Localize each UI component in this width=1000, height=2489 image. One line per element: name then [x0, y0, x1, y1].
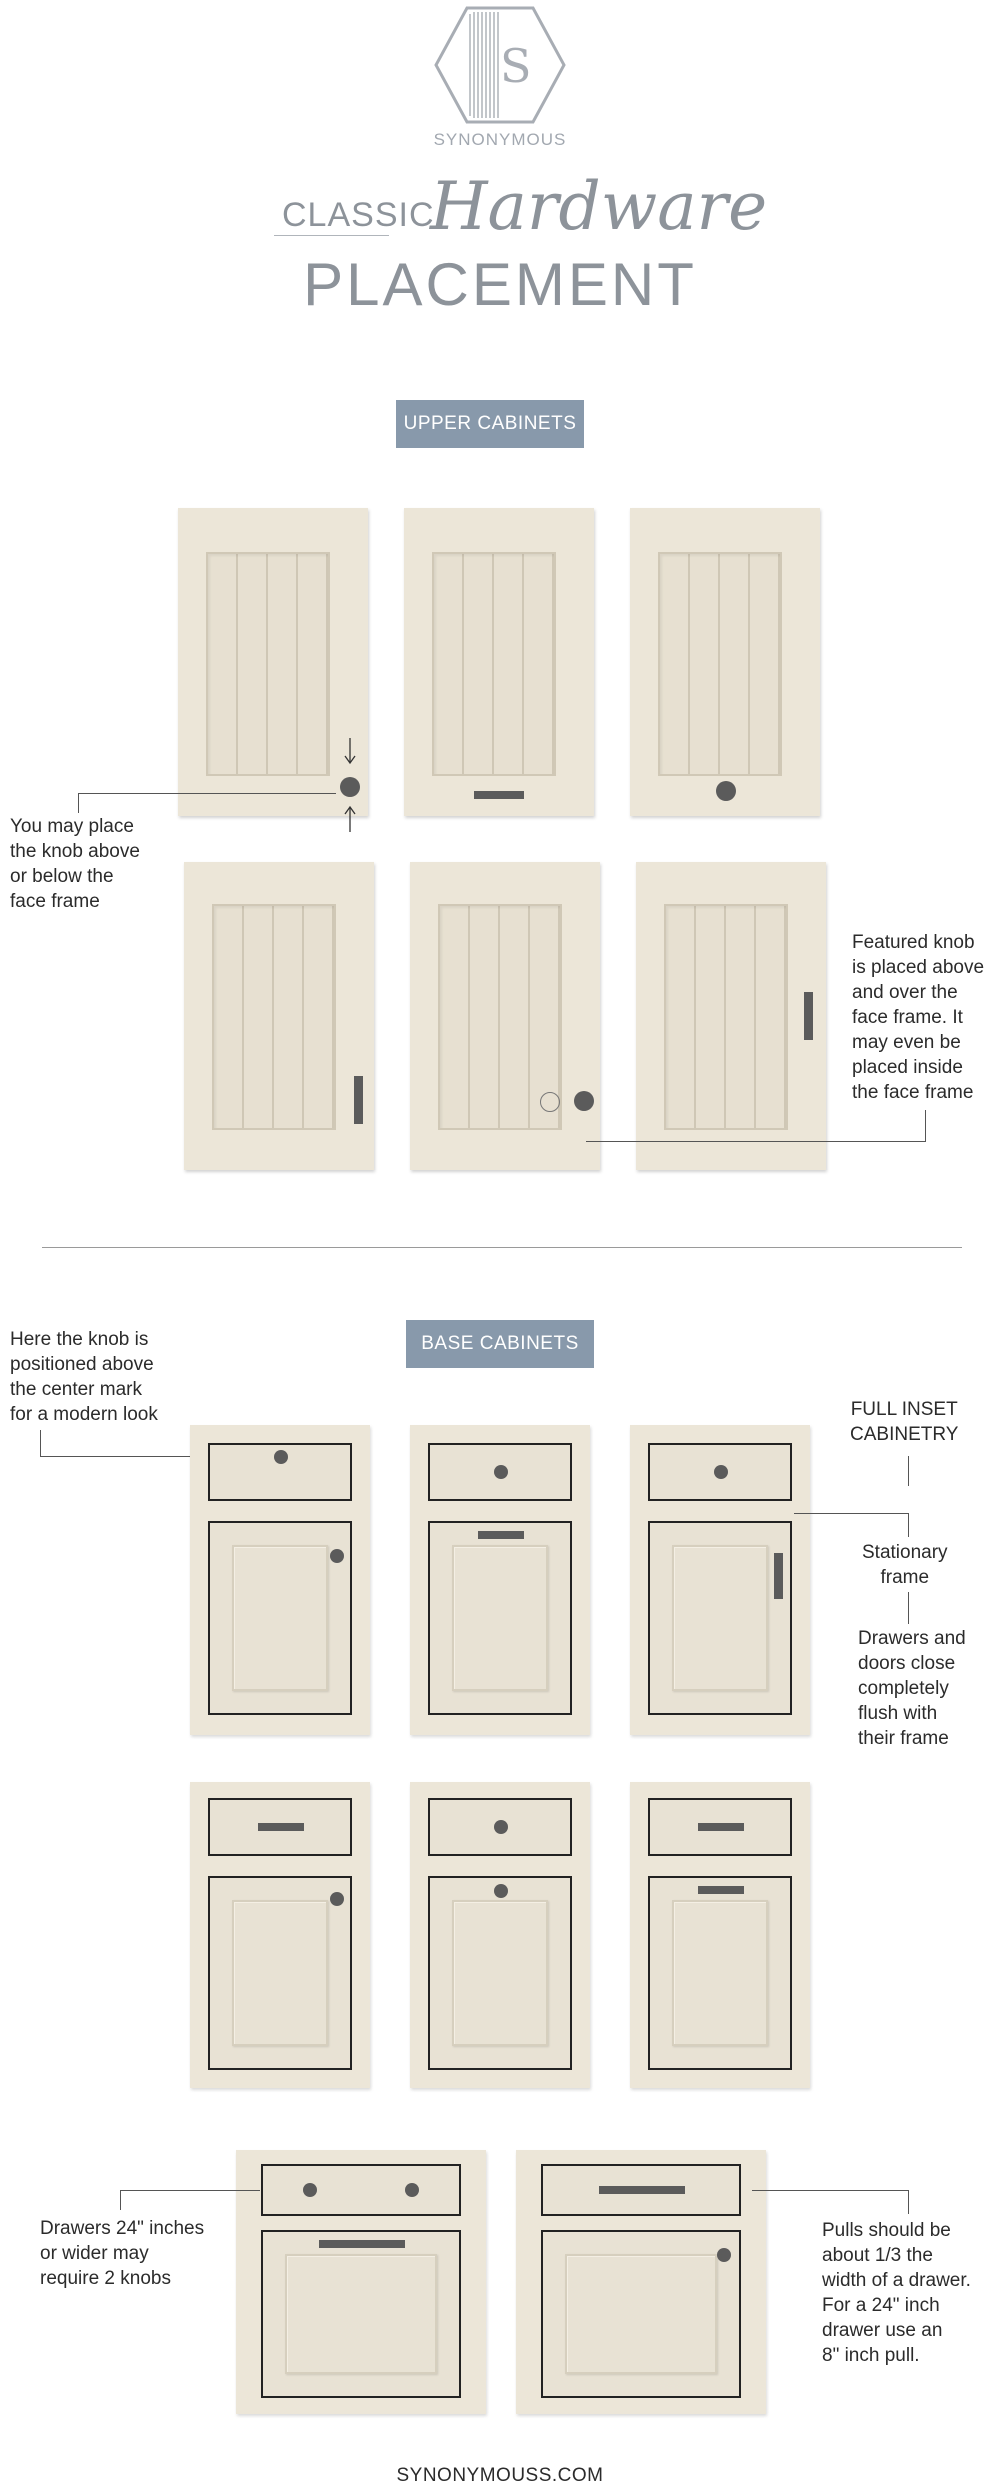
leader-line	[40, 1430, 41, 1456]
drawer	[648, 1443, 792, 1501]
upper-door-5	[410, 862, 600, 1170]
leader-line	[40, 1456, 204, 1457]
leader-line	[752, 2190, 908, 2191]
cabinet-door	[208, 1521, 352, 1715]
base-cabinet-6	[630, 1782, 810, 2088]
pull-handle	[599, 2186, 685, 2194]
drawer	[428, 1443, 572, 1501]
knob	[405, 2183, 419, 2197]
cabinet-door	[648, 1521, 792, 1715]
pull-handle	[478, 1531, 524, 1539]
pull-handle	[698, 1823, 744, 1831]
cabinet-door	[208, 1876, 352, 2070]
brand-name: SYNONYMOUS	[433, 130, 567, 149]
drawer	[541, 2164, 741, 2216]
pull-handle	[698, 1886, 744, 1894]
raised-panel	[672, 1545, 768, 1691]
pull-handle	[474, 791, 524, 799]
knob	[716, 781, 736, 801]
knob	[494, 1820, 508, 1834]
door-panel	[206, 552, 330, 776]
note-stationary-frame: Stationary frame	[862, 1542, 948, 1588]
knob-arrows-icon	[340, 736, 360, 836]
door-panel	[658, 552, 782, 776]
cabinet-door	[428, 1876, 572, 2070]
knob	[494, 1465, 508, 1479]
leader-line	[908, 1592, 909, 1624]
raised-panel	[232, 1900, 328, 2046]
base-cabinet-4	[190, 1782, 370, 2088]
drawer	[208, 1798, 352, 1856]
alternate-knob-position	[540, 1092, 560, 1112]
note-featured-knob: Featured knob is placed above and over the face frame. It may even be placed inside the face frame	[852, 932, 985, 1103]
knob	[274, 1450, 288, 1464]
section-divider	[42, 1247, 962, 1248]
title-classic: CLASSIC	[282, 196, 435, 234]
note-flush: Drawers and doors close completely flush with their frame	[858, 1628, 966, 1749]
note-pull-width: Pulls should be about 1/3 the width of a drawer. For a 24" inch drawer use an 8" inch pull.	[822, 2220, 971, 2366]
pull-handle	[354, 1076, 363, 1124]
knob	[303, 2183, 317, 2197]
upper-door-6	[636, 862, 826, 1170]
drawer	[261, 2164, 461, 2216]
brand-logo	[434, 4, 566, 126]
upper-door-4	[184, 862, 374, 1170]
base-cabinet-2	[410, 1425, 590, 1735]
leader-line	[925, 1110, 926, 1142]
upper-cabinets-badge: UPPER CABINETS	[396, 400, 584, 448]
base-cabinets-badge: BASE CABINETS	[406, 1320, 594, 1368]
knob	[330, 1549, 344, 1563]
door-panel	[212, 904, 336, 1130]
base-cabinet-wide-1	[236, 2150, 486, 2414]
cabinet-door	[648, 1876, 792, 2070]
door-panel	[664, 904, 788, 1130]
raised-panel	[452, 1900, 548, 2046]
pull-handle	[774, 1553, 783, 1599]
upper-door-3	[630, 508, 820, 816]
knob	[574, 1091, 594, 1111]
note-two-knobs: Drawers 24" inches or wider may require 2 knobs	[40, 2218, 205, 2289]
leader-line	[908, 1513, 909, 1537]
cabinet-door	[428, 1521, 572, 1715]
page-title: PLACEMENT	[303, 251, 697, 318]
pull-handle	[258, 1823, 304, 1831]
drawer	[648, 1798, 792, 1856]
cabinet-door	[541, 2230, 741, 2398]
note-modern-look: Here the knob is positioned above the center mark for a modern look	[10, 1329, 158, 1425]
pull-handle	[319, 2240, 405, 2248]
leader-line	[794, 1513, 908, 1514]
pull-handle	[804, 992, 813, 1040]
cabinet-door	[261, 2230, 461, 2398]
knob	[494, 1884, 508, 1898]
raised-panel	[672, 1900, 768, 2046]
title-hardware: Hardware	[430, 168, 768, 245]
raised-panel	[285, 2254, 437, 2374]
knob	[714, 1465, 728, 1479]
raised-panel	[565, 2254, 717, 2374]
logo-letter: S	[500, 39, 532, 93]
drawer	[208, 1443, 352, 1501]
note-full-inset: FULL INSET CABINETRY	[850, 1399, 959, 1445]
drawer	[428, 1798, 572, 1856]
leader-line	[908, 2190, 909, 2214]
knob	[717, 2248, 731, 2262]
base-cabinet-1	[190, 1425, 370, 1735]
leader-line	[120, 2190, 260, 2191]
leader-line	[908, 1456, 909, 1486]
title-underline	[274, 235, 389, 236]
leader-line	[78, 793, 79, 813]
knob	[330, 1892, 344, 1906]
raised-panel	[232, 1545, 328, 1691]
leader-line	[120, 2190, 121, 2210]
raised-panel	[452, 1545, 548, 1691]
footer-url[interactable]: SYNONYMOUSS.COM	[396, 2465, 604, 2486]
note-knob-position: You may place the knob above or below the face frame	[10, 816, 140, 912]
leader-line	[78, 793, 336, 794]
base-cabinet-wide-2	[516, 2150, 766, 2414]
door-panel	[432, 552, 556, 776]
base-cabinet-5	[410, 1782, 590, 2088]
base-cabinet-3	[630, 1425, 810, 1735]
upper-door-2	[404, 508, 594, 816]
leader-line	[586, 1141, 926, 1142]
